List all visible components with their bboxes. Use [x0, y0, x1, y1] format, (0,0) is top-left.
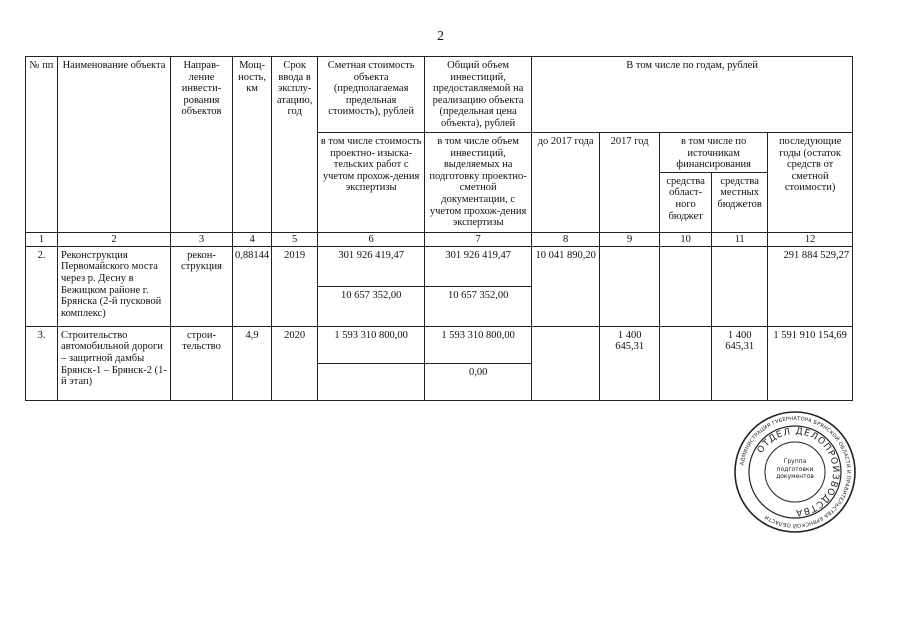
header-col-direction: Направ-ление инвести-рования объектов	[171, 57, 233, 233]
column-number: 4	[233, 232, 272, 246]
column-number: 10	[660, 232, 712, 246]
header-col-before-2017: до 2017 года	[532, 133, 600, 233]
total-investment: 1 593 310 800,00	[425, 326, 532, 363]
header-col-estimated-cost-sub: в том числе стоимость проектно- изыска-тельских работ с учетом прохож-дения экспертизы	[318, 133, 425, 233]
capacity: 0,88144	[233, 246, 272, 326]
estimated-cost-sub	[318, 363, 425, 400]
regional-budget-value	[660, 326, 712, 400]
header-col-capacity: Мощ-ность, км	[233, 57, 272, 233]
header-by-years: В том числе по годам, рублей	[532, 57, 853, 133]
before-2017-value	[532, 326, 600, 400]
total-investment-sub: 0,00	[425, 363, 532, 400]
stamp-inner-text: ОТДЕЛ ДЕЛОПРОИЗВОДСТВА	[755, 426, 841, 518]
row-number: 2.	[26, 246, 58, 326]
stamp-center-text: Группа подготовки документов	[776, 458, 814, 480]
stamp-outer-text: АДМИНИСТРАЦИЯ ГУБЕРНАТОРА БРЯНСКОЙ ОБЛАСТИ И ПРАВИТЕЛЬСТВА БРЯНСКОЙ ОБЛАСТИ	[739, 415, 852, 529]
column-number: 5	[272, 232, 318, 246]
investment-table	[25, 56, 853, 401]
header-col-2017: 2017 год	[600, 133, 660, 233]
column-number: 9	[600, 232, 660, 246]
total-investment-sub: 10 657 352,00	[425, 286, 532, 326]
header-col-local: средства местных бюджетов	[712, 172, 768, 232]
investment-direction: строи-тельство	[171, 326, 233, 400]
header-col-total-investment-sub: в том числе объем инвестиций, выделяемых на подготовку проектно-сметной документации, с учетом прохож-дения экспертизы	[425, 133, 532, 233]
year-2017-value: 1 400 645,31	[600, 326, 660, 400]
header-col-total-investment: Общий объем инвестиций, предоставляемой на реализацию объекта (предельная цена объекта), рублей	[425, 57, 532, 133]
year-2017-value	[600, 246, 660, 326]
commissioning-year: 2020	[272, 326, 318, 400]
column-number: 8	[532, 232, 600, 246]
object-name: Строительство автомобильной дороги – защитной дамбы Брянск-1 – Брянск-2 (1-й этап)	[58, 326, 171, 400]
estimated-cost: 1 593 310 800,00	[318, 326, 425, 363]
column-number: 1	[26, 232, 58, 246]
header-col-regional: средства област-ного бюджет	[660, 172, 712, 232]
header-col-subsequent: последующие годы (остаток средств от сметной стоимости)	[768, 133, 853, 233]
subsequent-years-value: 1 591 910 154,69	[768, 326, 853, 400]
commissioning-year: 2019	[272, 246, 318, 326]
estimated-cost: 301 926 419,47	[318, 246, 425, 286]
table-row	[26, 246, 853, 286]
estimated-cost-sub: 10 657 352,00	[318, 286, 425, 326]
investment-direction: рекон-струкция	[171, 246, 233, 326]
header-col-estimated-cost: Сметная стоимость объекта (предполагаемая предельная стоимость), рублей	[318, 57, 425, 133]
column-number: 12	[768, 232, 853, 246]
page-number: 2	[437, 29, 444, 44]
header-col-name: Наименование объекта	[58, 57, 171, 233]
column-number: 11	[712, 232, 768, 246]
table-row	[26, 326, 853, 363]
header-col-num: № пп	[26, 57, 58, 233]
subsequent-years-value: 291 884 529,27	[768, 246, 853, 326]
column-numbers-row	[26, 232, 853, 246]
header-col-year: Срок ввода в эксплу-атацию, год	[272, 57, 318, 233]
local-budget-value	[712, 246, 768, 326]
row-number: 3.	[26, 326, 58, 400]
before-2017-value: 10 041 890,20	[532, 246, 600, 326]
header-financing-sources: в том числе по источникам финансирования	[660, 133, 768, 173]
regional-budget-value	[660, 246, 712, 326]
column-number: 6	[318, 232, 425, 246]
object-name: Реконструкция Первомайского моста через р. Десну в Бежицком районе г. Брянска (2-й пусковой комплекс)	[58, 246, 171, 326]
local-budget-value: 1 400 645,31	[712, 326, 768, 400]
total-investment: 301 926 419,47	[425, 246, 532, 286]
header-row-1	[26, 57, 853, 133]
column-number: 7	[425, 232, 532, 246]
column-number: 2	[58, 232, 171, 246]
official-stamp	[733, 410, 857, 534]
capacity: 4,9	[233, 326, 272, 400]
column-number: 3	[171, 232, 233, 246]
